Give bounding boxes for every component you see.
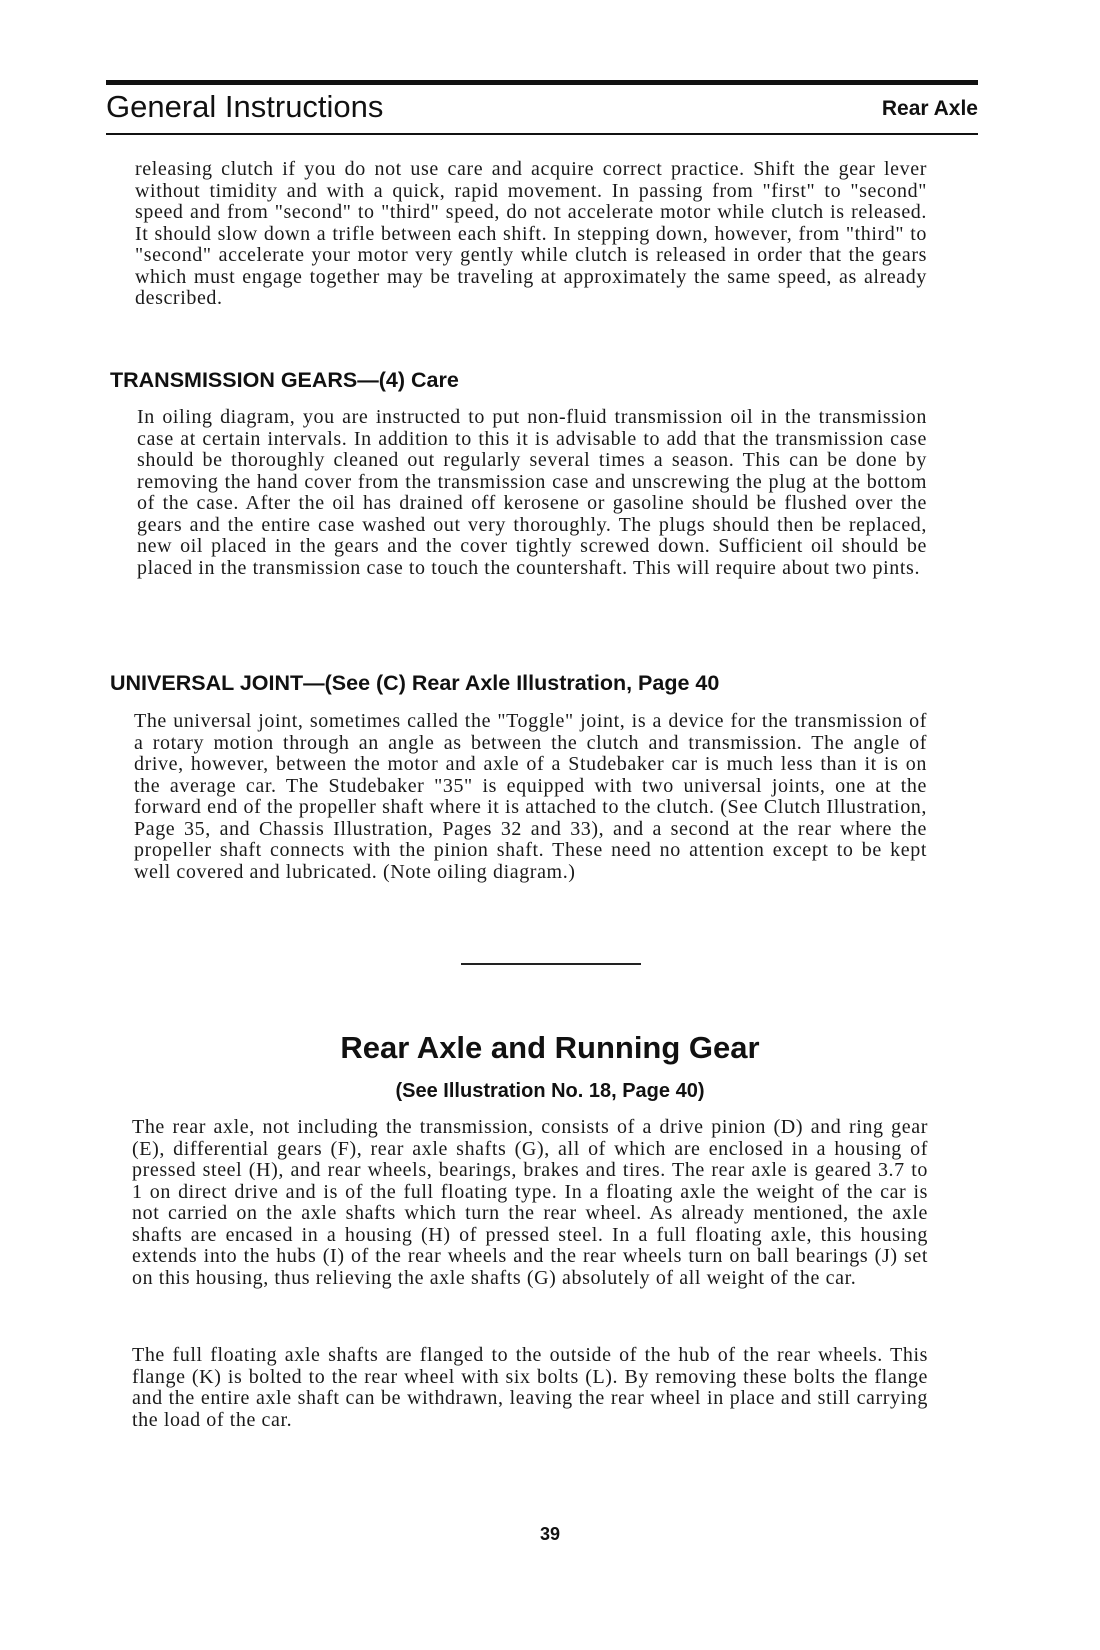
intro-paragraph: releasing clutch if you do not use care and acquire correct practice. Shift the gear lever without timidity and with a quick, rapid movement. In passing from "first" to "second" speed and from "second" to "third" speed, do not accelerate motor while clutch is released. It should slow down a trifle between each shift. In stepping down, however, from "third" to "second" accelerate your motor very gently while clutch is released in order that the gears which must engage together may be traveling at approximately the same speed, as already described. [135,158,927,309]
running-header-section: Rear Axle [881,97,978,120]
header-rule-bottom [106,133,978,135]
universal-joint-paragraph: The universal joint, sometimes called the "Toggle" joint, is a device for the transmission of a rotary motion through an angle as between the clutch and transmission. The angle of drive, however, between the motor and axle of a Studebaker car is much less than it is on the average car. The Studebaker "35" is equipped with two universal joints, one at the forward end of the propeller shaft where it is attached to the clutch. (See Clutch Illustration, Page 35, and Chassis Illustration, Pages 32 and 33), and a second at the rear where the propeller shaft connects with the pinion shaft. These need no attention except to be kept well covered and lubricated. (Note oiling diagram.) [134,710,927,883]
rear-axle-section-subtitle: (See Illustration No. 18, Page 40) [395,1080,705,1102]
rear-axle-paragraph-1: The rear axle, not including the transmission, consists of a drive pinion (D) and ring gear (E), differential gears (F), rear axle shafts (G), all of which are enclosed in a housing of pressed steel (H), and rear wheels, bearings, brakes and tires. The rear axle is geared 3.7 to 1 on direct drive and is of the full floating type. In a floating axle the weight of the car is not carried on the axle shafts which turn the rear wheel. As already mentioned, the axle shafts are encased in a housing (H) of pressed steel. In a full floating axle, this housing extends into the hubs (I) of the rear wheels and the rear wheels turn on ball bearings (J) set on this housing, thus relieving the axle shafts (G) absolutely of all weight of the car. [132,1116,928,1289]
transmission-gears-heading: TRANSMISSION GEARS—(4) Care [110,368,459,392]
running-header-title: General Instructions [106,89,384,124]
rear-axle-paragraph-2: The full floating axle shafts are flanged to the outside of the hub of the rear wheels. This flange (K) is bolted to the rear wheel with six bolts (L). By removing these bolts the flange and the entire axle shaft can be withdrawn, leaving the rear wheel in place and still carrying the load of the car. [132,1344,928,1431]
rear-axle-section-title: Rear Axle and Running Gear [340,1030,760,1065]
page-number: 39 [539,1524,561,1544]
header-rule-top [106,80,978,85]
universal-joint-heading: UNIVERSAL JOINT—(See (C) Rear Axle Illustration, Page 40 [110,671,720,695]
section-divider [461,963,641,965]
transmission-gears-paragraph: In oiling diagram, you are instructed to put non-fluid transmission oil in the transmission case at certain intervals. In addition to this it is advisable to add that the transmission case should be thoroughly cleaned out regularly several times a season. This can be done by removing the hand cover from the transmission case and unscrewing the plug at the bottom of the case. After the oil has drained off kerosene or gasoline should be flushed over the gears and the entire case washed out very thoroughly. The plugs should then be replaced, new oil placed in the gears and the cover tightly screwed down. Sufficient oil should be placed in the transmission case to touch the countershaft. This will require about two pints. [137,406,927,579]
